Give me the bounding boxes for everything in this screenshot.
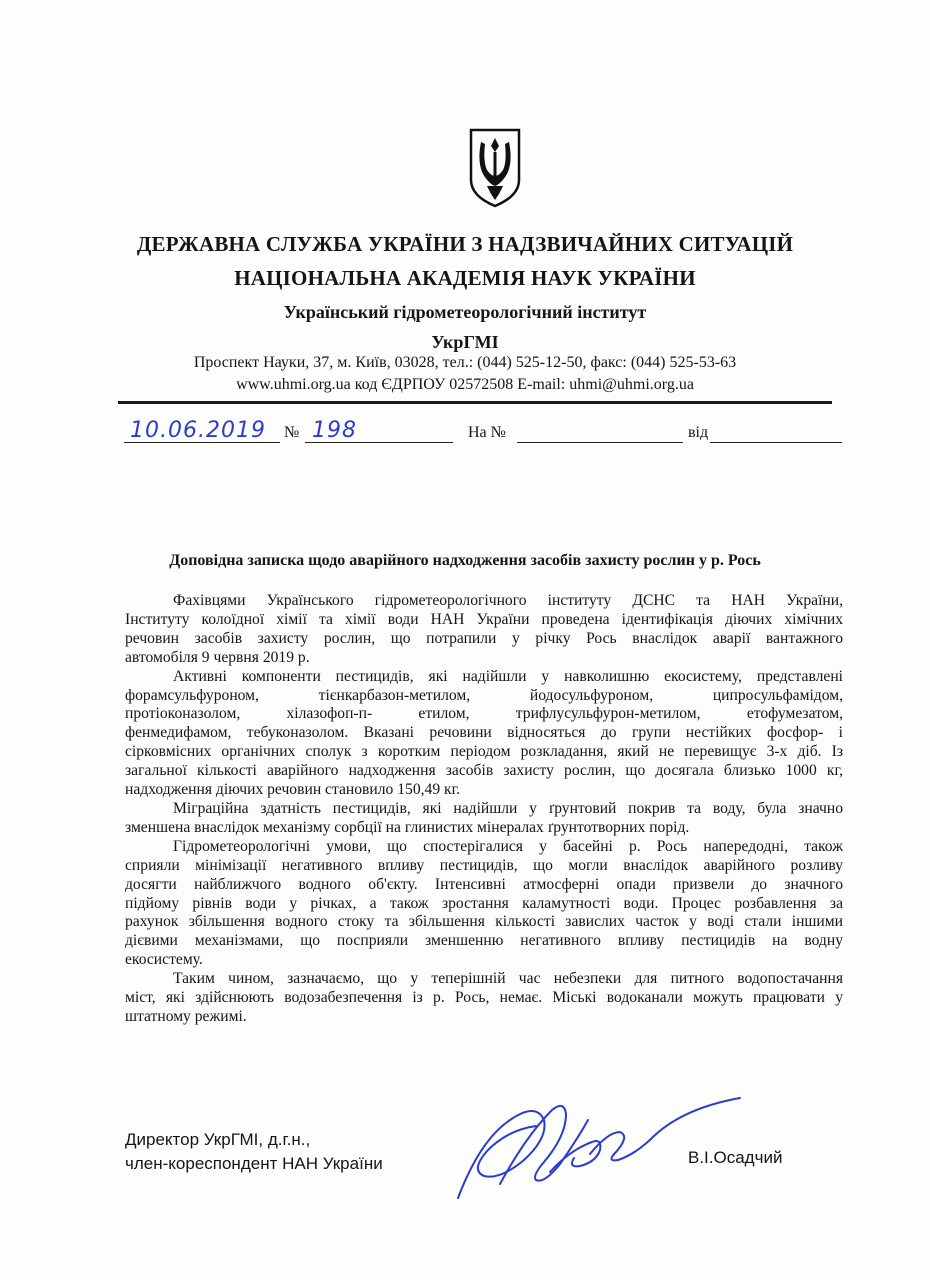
body-line: підйому рівнів води у річках, а також зростання каламутності води. Процес розбавлення за xyxy=(125,894,843,912)
header-divider xyxy=(118,401,832,404)
institute-abbreviation: УкрГМІ xyxy=(431,332,499,352)
reference-number-label: На № xyxy=(468,424,506,441)
handwritten-signature xyxy=(440,1080,760,1210)
body-line: штатному режимі. xyxy=(125,1007,247,1025)
body-line: дієвими механізмами, що посприяли зменшенню негативного впливу пестицидів на водну xyxy=(125,932,843,950)
paragraph-1 xyxy=(125,592,843,668)
memo-body xyxy=(125,592,843,1027)
institute-contacts: www.uhmi.org.ua код ЄДРПОУ 02572508 E-mail: uhmi@uhmi.org.ua xyxy=(236,376,694,393)
body-line: міст, які здійснюють водозабезпечення із р. Рось, немає. Міські водоканали можуть працювати у xyxy=(125,989,843,1007)
institute-name: Український гідрометеорологічний інститут xyxy=(283,302,647,322)
body-line: Фахівцями Українського гідрометеорологічного інституту ДСНС та НАН України, xyxy=(173,592,843,609)
agency-name-2: НАЦІОНАЛЬНА АКАДЕМІЯ НАУК УКРАЇНИ xyxy=(234,266,696,290)
body-line: Інституту колоїдної хімії та хімії води НАН України проведена ідентифікація діючих хімічних xyxy=(125,610,843,628)
body-line: екосистему. xyxy=(125,951,203,969)
body-line: речовин засобів захисту рослин, що потрапили у річку Рось внаслідок аварії вантажного xyxy=(125,629,843,647)
number-label: № xyxy=(284,424,300,441)
registration-line xyxy=(0,418,930,448)
body-line: Міграційна здатність пестицидів, які надійшли у ґрунтовий покрив та воду, була значно xyxy=(173,799,843,817)
institute-address: Проспект Науки, 37, м. Київ, 03028, тел.: (044) 525-12-50, факс: (044) 525-53-63 xyxy=(193,354,737,371)
reference-number-underline xyxy=(517,442,683,443)
body-line: фенмедифамом, тебуконазолом. Вказані речовини відносяться до групи нестійких фосфор- і xyxy=(125,724,843,742)
signatory-name: В.І.Осадчий xyxy=(688,1148,783,1167)
paragraph-5 xyxy=(125,970,843,1027)
paragraph-4 xyxy=(125,838,843,970)
body-line: Таким чином, зазначаємо, що у теперішній час небезпеки для питного водопостачання xyxy=(173,970,843,988)
body-line: автомобіля 9 червня 2019 р. xyxy=(125,648,310,666)
body-line: Гідрометеорологічні умови, що спостерігалися у басейні р. Рось напередодні, також xyxy=(173,837,843,855)
paragraph-2 xyxy=(125,668,843,800)
reference-date-underline xyxy=(710,442,842,443)
memo-subject: Доповідна записка щодо аварійного надходження засобів захисту рослин у р. Рось xyxy=(169,552,761,569)
body-line: протіоконазолом, хілазофоп-п- етилом, трифлусульфурон-метилом, етофумезатом, xyxy=(125,705,843,723)
signatory-position-line-2: член-кореспондент НАН України xyxy=(125,1154,383,1173)
number-underline xyxy=(305,442,453,443)
body-line: досягти найближчого водного об'єкту. Інтенсивні атмосферні опади призвели до значного xyxy=(125,875,843,893)
outgoing-number: 198 xyxy=(312,418,357,443)
signatory-position-line-1: Директор УкрГМІ, д.г.н., xyxy=(125,1130,311,1149)
signatory-position xyxy=(125,1128,383,1176)
body-line: сприяли мінімізації негативного впливу пестицидів, що могли внаслідок аварійного розливу xyxy=(125,856,843,874)
date-underline xyxy=(124,442,280,443)
agency-name-1: ДЕРЖАВНА СЛУЖБА УКРАЇНИ З НАДЗВИЧАЙНИХ СИТУАЦІЙ xyxy=(136,232,794,256)
body-line: сірковмісних органічних сполук з коротким періодом розкладання, який не перевищує 3-х діб. Із xyxy=(125,743,843,761)
body-line: Активні компоненти пестицидів, які надійшли у навколишню екосистему, представлені xyxy=(173,667,843,685)
outgoing-date: 10.06.2019 xyxy=(130,418,266,443)
body-line: надходження діючих речовин становило 150,49 кг. xyxy=(125,781,461,799)
body-line: форамсульфуроном, тієнкарбазон-метилом, йодосульфуроном, ципросульфамідом, xyxy=(125,686,843,704)
paragraph-3 xyxy=(125,800,843,838)
body-line: зменшена внаслідок механізму сорбції на глинистих мінералах ґрунтотворних порід. xyxy=(125,818,690,836)
reference-date-label: від xyxy=(688,424,709,441)
body-line: рахунок збільшення водного стоку та збільшення кількості завислих часток у воді стали іншими xyxy=(125,913,843,931)
body-line: загальної кількості аварійного надходження засобів захисту рослин, що досягала близько 1000 кг, xyxy=(125,762,843,780)
trident-coat-of-arms-icon xyxy=(467,128,523,208)
